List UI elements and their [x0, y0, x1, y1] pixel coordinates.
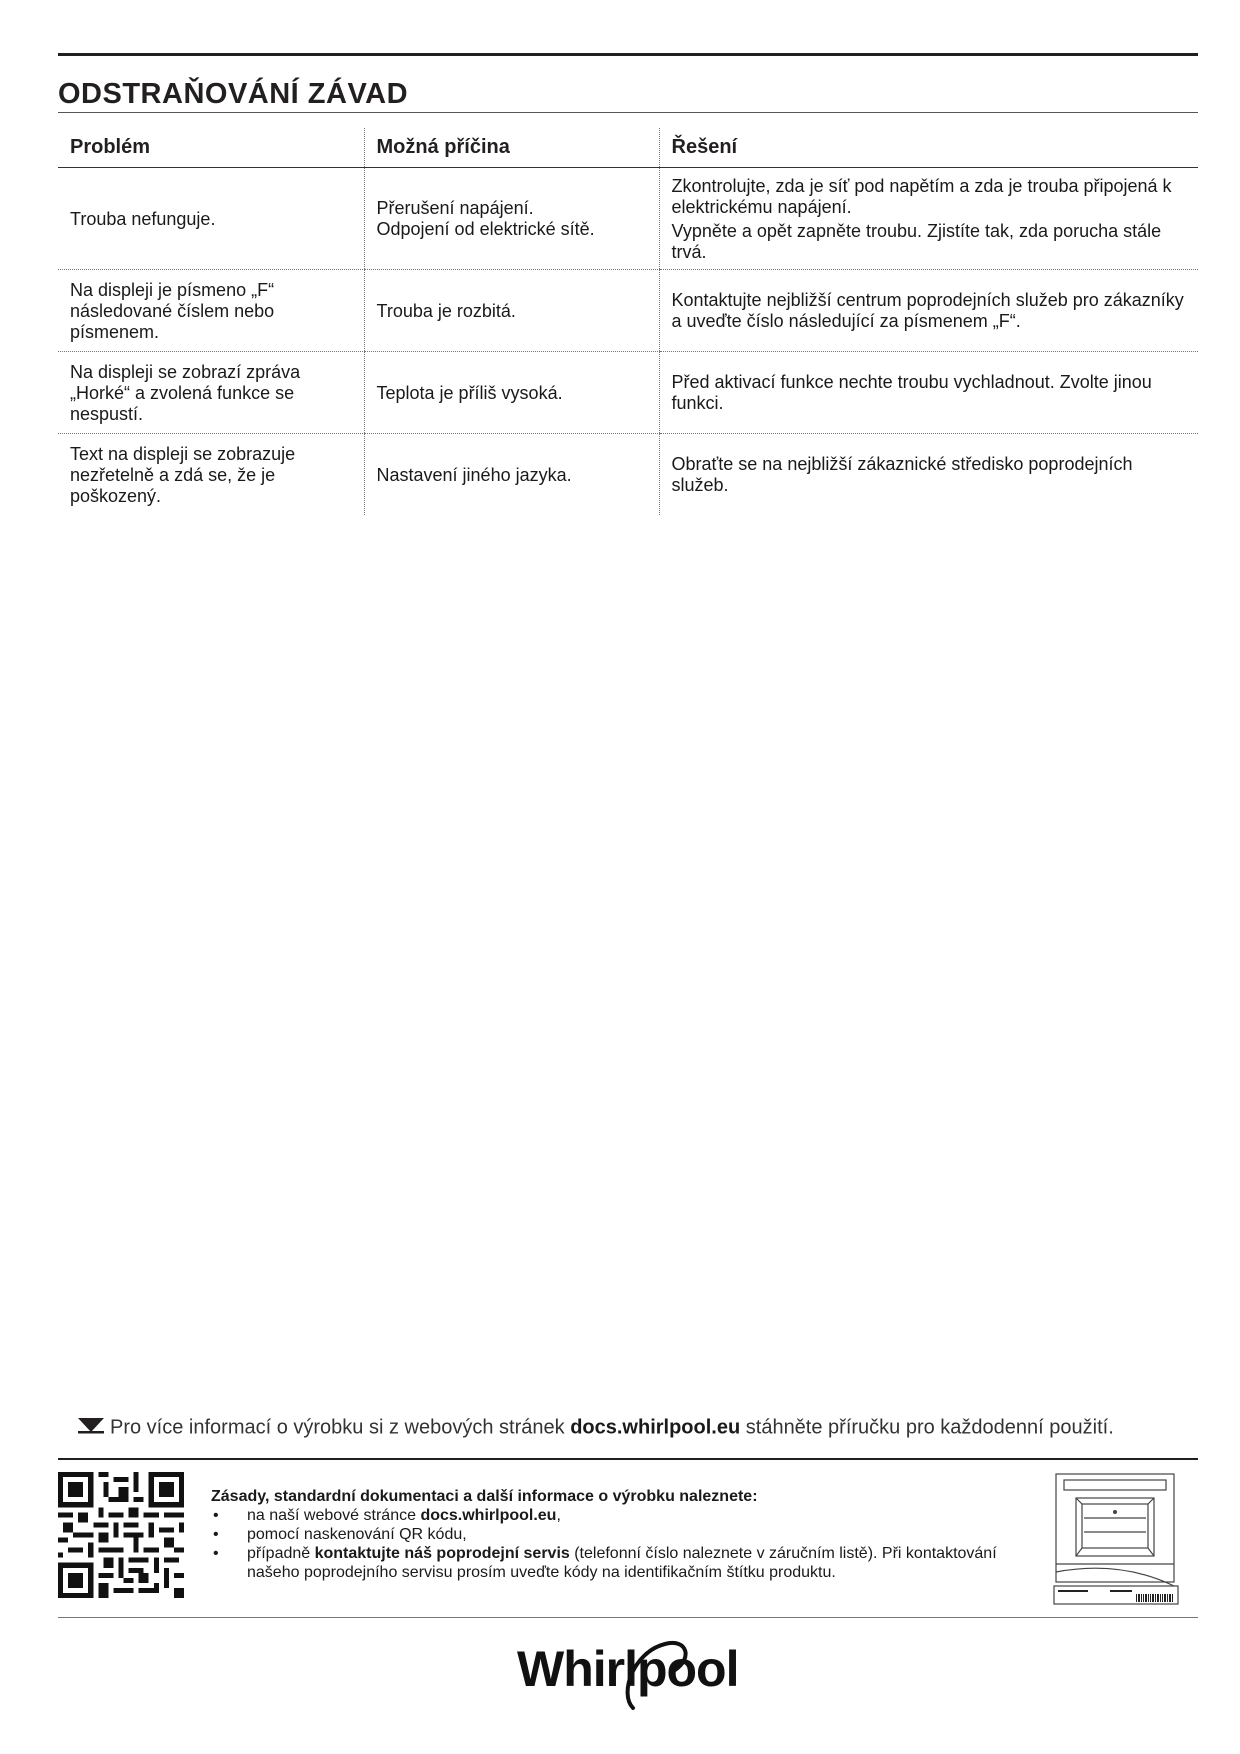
qr-code[interactable] — [58, 1472, 184, 1598]
cause-cell — [364, 168, 659, 270]
solution-cell — [659, 352, 1198, 434]
contact-list — [211, 1506, 1031, 1582]
solution-text: Zkontrolujte, zda je síť pod napětím a zda je trouba připojená k elektrickému napájení. — [671, 175, 1172, 217]
bullet-text: na naší webové stránce — [247, 1507, 421, 1524]
cause-text: Nastavení jiného jazyka. — [376, 464, 572, 485]
cause-cell — [364, 270, 659, 352]
page-title: ODSTRAŇOVÁNÍ ZÁVAD — [58, 78, 409, 110]
footer-rule — [58, 1458, 1198, 1460]
table-row — [58, 352, 1198, 434]
logo-wordmark: Whirlpool — [517, 1641, 739, 1697]
header-cause: Možná příčina — [364, 128, 659, 168]
solution-text: Vypněte a opět zapněte troubu. Zjistíte tak, zda porucha stále trvá. — [671, 220, 1162, 262]
oven-rating-plate-illustration — [1050, 1468, 1180, 1608]
bottom-rule — [58, 1617, 1198, 1618]
bullet-text-end: (telefonní číslo naleznete v záručním listě). Při kontaktování našeho poprodejního servisu prosím uveďte kódy na identifikačním štítku produktu. — [247, 1545, 997, 1581]
problem-cell — [58, 270, 364, 352]
bullet-text: pomocí naskenování QR kódu, — [247, 1526, 467, 1543]
download-arrow-icon — [78, 1416, 104, 1440]
cause-text: Trouba je rozbitá. — [376, 300, 516, 321]
solution-text: Před aktivací funkce nechte troubu vychladnout. Zvolte jinou funkci. — [671, 372, 1152, 413]
cause-text: Přerušení napájení. — [376, 198, 534, 218]
problem-cell — [58, 352, 364, 434]
whirlpool-logo — [515, 1624, 745, 1716]
cause-text: Teplota je příliš vysoká. — [376, 382, 563, 403]
title-rule — [58, 112, 1198, 113]
solution-cell — [659, 434, 1198, 516]
cause-cell — [364, 352, 659, 434]
header-problem: Problém — [58, 128, 364, 168]
solution-text: Obraťte se na nejbližší zákaznické středisko poprodejních služeb. — [671, 454, 1133, 495]
cause-cell — [364, 434, 659, 516]
problem-text: Na displeji se zobrazí zpráva „Horké“ a zvolená funkce se nespustí. — [70, 361, 301, 424]
docs-link[interactable]: docs.whirlpool.eu — [570, 1416, 741, 1439]
bullet-text-end: , — [556, 1507, 561, 1524]
bullet-text: případně — [247, 1545, 315, 1562]
contact-heading: Zásady, standardní dokumentaci a další informace o výrobku naleznete: — [211, 1488, 758, 1505]
service-contact-text: kontaktujte náš poprodejní servis — [314, 1545, 570, 1562]
list-item — [211, 1544, 1031, 1582]
docs-link[interactable]: docs.whirlpool.eu — [420, 1507, 557, 1524]
problem-text: Na displeji je písmeno „F“ následované číslem nebo písmenem. — [70, 279, 275, 342]
table-row — [58, 168, 1198, 270]
top-rule — [58, 53, 1198, 56]
problem-cell — [58, 168, 364, 270]
contact-info — [211, 1487, 1031, 1582]
problem-text: Trouba nefunguje. — [70, 208, 216, 229]
troubleshooting-table — [58, 128, 1198, 515]
solution-text: Kontaktujte nejbližší centrum poprodejních služeb pro zákazníky a uveďte číslo následující za písmenem „F“. — [671, 290, 1184, 331]
info-text: Pro více informací o výrobku si z webových stránek — [110, 1416, 571, 1439]
solution-cell — [659, 270, 1198, 352]
table-header-row — [58, 128, 1198, 168]
cause-text: Odpojení od elektrické sítě. — [376, 219, 595, 239]
table-row — [58, 270, 1198, 352]
problem-text: Text na displeji se zobrazuje nezřetelně a zdá se, že je poškozený. — [70, 443, 296, 506]
header-solution: Řešení — [659, 128, 1198, 168]
more-info-line — [78, 1416, 1208, 1440]
list-item — [211, 1506, 1031, 1525]
info-text-end: stáhněte příručku pro každodenní použití. — [740, 1416, 1114, 1439]
problem-cell — [58, 434, 364, 516]
table-row — [58, 434, 1198, 516]
list-item — [211, 1525, 1031, 1544]
solution-cell — [659, 168, 1198, 270]
